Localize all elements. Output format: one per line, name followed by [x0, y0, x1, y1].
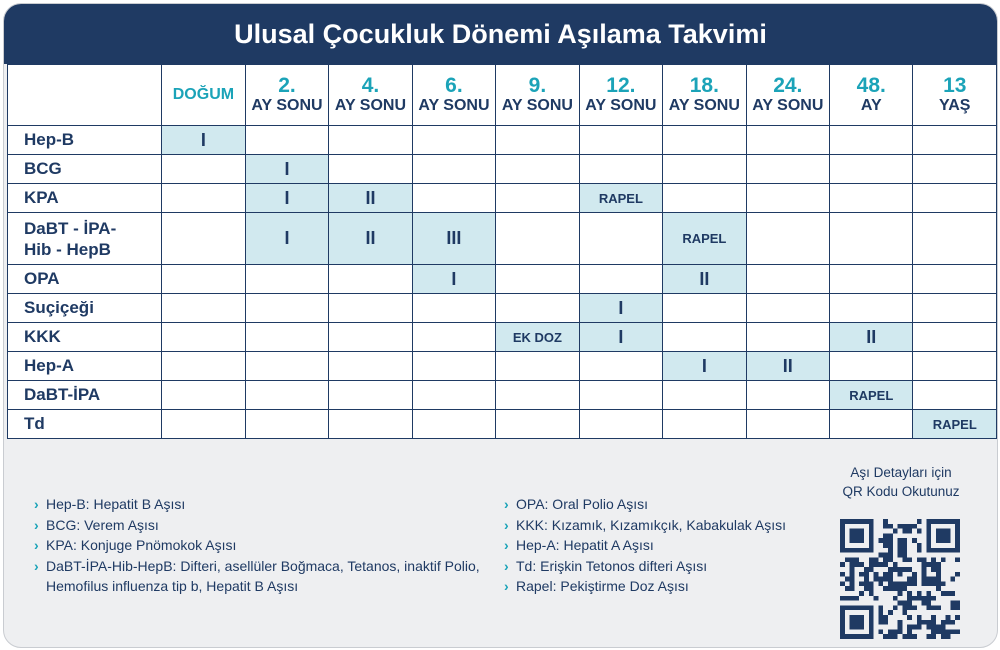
chevron-right-icon: ›: [504, 557, 509, 574]
vaccine-name: Hep-B: [8, 126, 162, 155]
chevron-right-icon: ›: [504, 516, 509, 533]
dose-cell: RAPEL: [830, 381, 913, 410]
legend-text: Hep-B: Hepatit B Aşısı: [46, 496, 186, 512]
empty-cell: [162, 381, 246, 410]
empty-cell: [496, 265, 579, 294]
table-row: [8, 352, 997, 381]
dose-cell: RAPEL: [579, 184, 662, 213]
column-header-2: [329, 65, 412, 126]
empty-cell: [746, 126, 829, 155]
legend-text: Td: Erişkin Tetonos difteri Aşısı: [516, 557, 708, 574]
empty-cell: [913, 352, 997, 381]
empty-cell: [162, 352, 246, 381]
empty-cell: [913, 294, 997, 323]
empty-cell: [663, 410, 746, 439]
column-header-6: [663, 65, 746, 126]
empty-cell: [329, 410, 412, 439]
column-header-unit: AY SONU: [585, 97, 657, 114]
column-header-unit: AY SONU: [418, 97, 490, 114]
empty-cell: [746, 381, 829, 410]
vaccine-name: OPA: [8, 265, 162, 294]
vaccine-name: Suçiçeği: [8, 294, 162, 323]
empty-cell: [496, 410, 579, 439]
empty-cell: [162, 184, 246, 213]
column-header-unit: AY SONU: [752, 97, 824, 114]
header-row: [8, 65, 997, 126]
column-header-unit: YAŞ: [939, 97, 971, 114]
empty-cell: [412, 126, 495, 155]
empty-cell: [245, 410, 328, 439]
empty-cell: [162, 294, 246, 323]
chevron-right-icon: ›: [504, 496, 509, 512]
legend-text: KPA: Konjuge Pnömokok Aşısı: [46, 537, 237, 553]
dose-cell: I: [245, 213, 328, 265]
empty-cell: [412, 352, 495, 381]
empty-cell: [245, 352, 328, 381]
vaccine-name: KKK: [8, 323, 162, 352]
column-header-number: 4.: [361, 74, 380, 97]
empty-cell: [913, 213, 997, 265]
empty-cell: [245, 381, 328, 410]
legend-item: [34, 556, 484, 597]
chevron-right-icon: ›: [504, 537, 509, 553]
empty-cell: [329, 265, 412, 294]
empty-cell: [329, 155, 412, 184]
table-row: [8, 184, 997, 213]
vaccine-name: DaBT-İPA: [8, 381, 162, 410]
vaccination-schedule-table: [7, 64, 997, 439]
legend-text: OPA: Oral Polio Aşısı: [516, 496, 649, 512]
qr-caption-line1: Aşı Detayları için: [850, 465, 952, 480]
empty-cell: [830, 265, 913, 294]
empty-cell: [579, 410, 662, 439]
empty-cell: [412, 381, 495, 410]
empty-cell: [412, 323, 495, 352]
empty-cell: [496, 126, 579, 155]
page-title: Ulusal Çocukluk Dönemi Aşılama Takvimi: [4, 4, 997, 64]
table-row: [8, 323, 997, 352]
empty-cell: [162, 323, 246, 352]
legend-text: KKK: Kızamık, Kızamıkçık, Kabakulak Aşısı: [516, 516, 786, 533]
dose-cell: I: [412, 265, 495, 294]
empty-cell: [830, 213, 913, 265]
qr-caption-line2: QR Kodu Okutunuz: [842, 484, 960, 499]
empty-cell: [663, 323, 746, 352]
legend-right: [504, 494, 834, 597]
empty-cell: [496, 213, 579, 265]
chevron-right-icon: ›: [34, 537, 39, 553]
empty-cell: [412, 155, 495, 184]
empty-cell: [496, 294, 579, 323]
empty-cell: [830, 410, 913, 439]
legend-text: DaBT-İPA-Hib-HepB: Difteri, asellüler Boğmaca, Tetanos, inaktif Polio, Hemofilus influenza tip b, Hepatit B Aşısı: [46, 557, 480, 594]
dose-cell: RAPEL: [913, 410, 997, 439]
empty-cell: [496, 155, 579, 184]
dose-cell: II: [746, 352, 829, 381]
empty-cell: [245, 323, 328, 352]
qr-code-icon[interactable]: [840, 519, 960, 639]
empty-cell: [579, 213, 662, 265]
dose-cell: I: [245, 184, 328, 213]
column-header-unit: AY SONU: [668, 97, 740, 114]
column-header-unit: AY SONU: [251, 97, 323, 114]
legend-item: [504, 556, 834, 577]
column-header-number: 12.: [606, 74, 636, 97]
empty-cell: [830, 126, 913, 155]
legend-text: Rapel: Pekiştirme Doz Aşısı: [516, 578, 689, 594]
dose-cell: I: [663, 352, 746, 381]
empty-cell: [663, 294, 746, 323]
chevron-right-icon: ›: [34, 496, 39, 512]
column-header-unit: AY SONU: [501, 97, 573, 114]
empty-cell: [579, 381, 662, 410]
vaccine-name: KPA: [8, 184, 162, 213]
empty-cell: [162, 155, 246, 184]
legend-item: [504, 515, 834, 536]
empty-cell: [329, 323, 412, 352]
empty-cell: [663, 126, 746, 155]
empty-cell: [496, 381, 579, 410]
chevron-right-icon: ›: [34, 557, 39, 574]
empty-cell: [830, 155, 913, 184]
empty-cell: [162, 213, 246, 265]
empty-cell: [746, 213, 829, 265]
empty-cell: [162, 410, 246, 439]
empty-cell: [496, 352, 579, 381]
table-row: [8, 410, 997, 439]
empty-cell: [162, 265, 246, 294]
column-header-9: [913, 65, 997, 126]
empty-cell: [245, 265, 328, 294]
table-row: [8, 155, 997, 184]
column-header-number: 9.: [528, 74, 547, 97]
empty-cell: [830, 184, 913, 213]
vaccine-name: DaBT - İPA- Hib - HepB: [8, 213, 162, 265]
schedule-card: [3, 3, 998, 648]
empty-cell: [329, 352, 412, 381]
empty-cell: [913, 184, 997, 213]
legend-left: [34, 494, 484, 597]
empty-cell: [663, 381, 746, 410]
empty-cell: [329, 126, 412, 155]
empty-cell: [663, 184, 746, 213]
column-header-number: 13: [943, 74, 967, 97]
empty-cell: [579, 155, 662, 184]
dose-cell: III: [412, 213, 495, 265]
column-header-7: [746, 65, 829, 126]
column-header-number: 18.: [689, 74, 719, 97]
table-row: [8, 381, 997, 410]
column-header-number: 2.: [278, 74, 296, 97]
column-header-unit: AY: [860, 97, 882, 114]
dose-cell: II: [329, 213, 412, 265]
column-header-number: 24.: [773, 74, 803, 97]
column-header-unit: AY SONU: [334, 97, 407, 114]
chevron-right-icon: ›: [34, 516, 39, 533]
dose-cell: I: [579, 323, 662, 352]
dose-cell: EK DOZ: [496, 323, 579, 352]
empty-cell: [245, 126, 328, 155]
column-header-5: [579, 65, 662, 126]
table-row: [8, 126, 997, 155]
table-row: [8, 265, 997, 294]
empty-cell: [746, 265, 829, 294]
empty-cell: [746, 294, 829, 323]
empty-cell: [746, 323, 829, 352]
empty-cell: [830, 352, 913, 381]
empty-cell: [830, 294, 913, 323]
column-header-3: [412, 65, 495, 126]
column-header-8: [830, 65, 913, 126]
empty-cell: [245, 294, 328, 323]
table-row: [8, 294, 997, 323]
empty-cell: [663, 155, 746, 184]
empty-cell: [913, 381, 997, 410]
legend-item: [34, 535, 484, 556]
vaccine-name: BCG: [8, 155, 162, 184]
legend-text: Hep-A: Hepatit A Aşısı: [516, 537, 654, 553]
qr-caption: [816, 463, 986, 501]
vaccine-name: Hep-A: [8, 352, 162, 381]
legend-item: [34, 494, 484, 515]
empty-cell: [746, 155, 829, 184]
legend-item: [504, 576, 834, 597]
empty-cell: [579, 352, 662, 381]
dose-cell: II: [663, 265, 746, 294]
corner-cell: [8, 65, 162, 126]
empty-cell: [913, 323, 997, 352]
dose-cell: I: [162, 126, 246, 155]
dose-cell: II: [329, 184, 412, 213]
legend-item: [504, 535, 834, 556]
column-header-number: 48.: [856, 74, 886, 97]
legend-item: [34, 515, 484, 536]
empty-cell: [412, 294, 495, 323]
dose-cell: RAPEL: [663, 213, 746, 265]
column-header-4: [496, 65, 579, 126]
empty-cell: [913, 126, 997, 155]
dose-cell: I: [579, 294, 662, 323]
empty-cell: [329, 381, 412, 410]
dose-cell: II: [830, 323, 913, 352]
empty-cell: [329, 294, 412, 323]
column-header-number: 6.: [445, 74, 463, 97]
empty-cell: [913, 155, 997, 184]
empty-cell: [913, 265, 997, 294]
table-row: [8, 213, 997, 265]
column-header-0: DOĞUM: [162, 65, 246, 126]
column-header-1: [245, 65, 328, 126]
empty-cell: [579, 265, 662, 294]
chevron-right-icon: ›: [504, 578, 509, 594]
empty-cell: [496, 184, 579, 213]
vaccine-name: Td: [8, 410, 162, 439]
empty-cell: [579, 126, 662, 155]
empty-cell: [746, 410, 829, 439]
legend-item: [504, 494, 834, 515]
empty-cell: [412, 410, 495, 439]
empty-cell: [412, 184, 495, 213]
legend-text: BCG: Verem Aşısı: [46, 516, 159, 533]
dose-cell: I: [245, 155, 328, 184]
empty-cell: [746, 184, 829, 213]
